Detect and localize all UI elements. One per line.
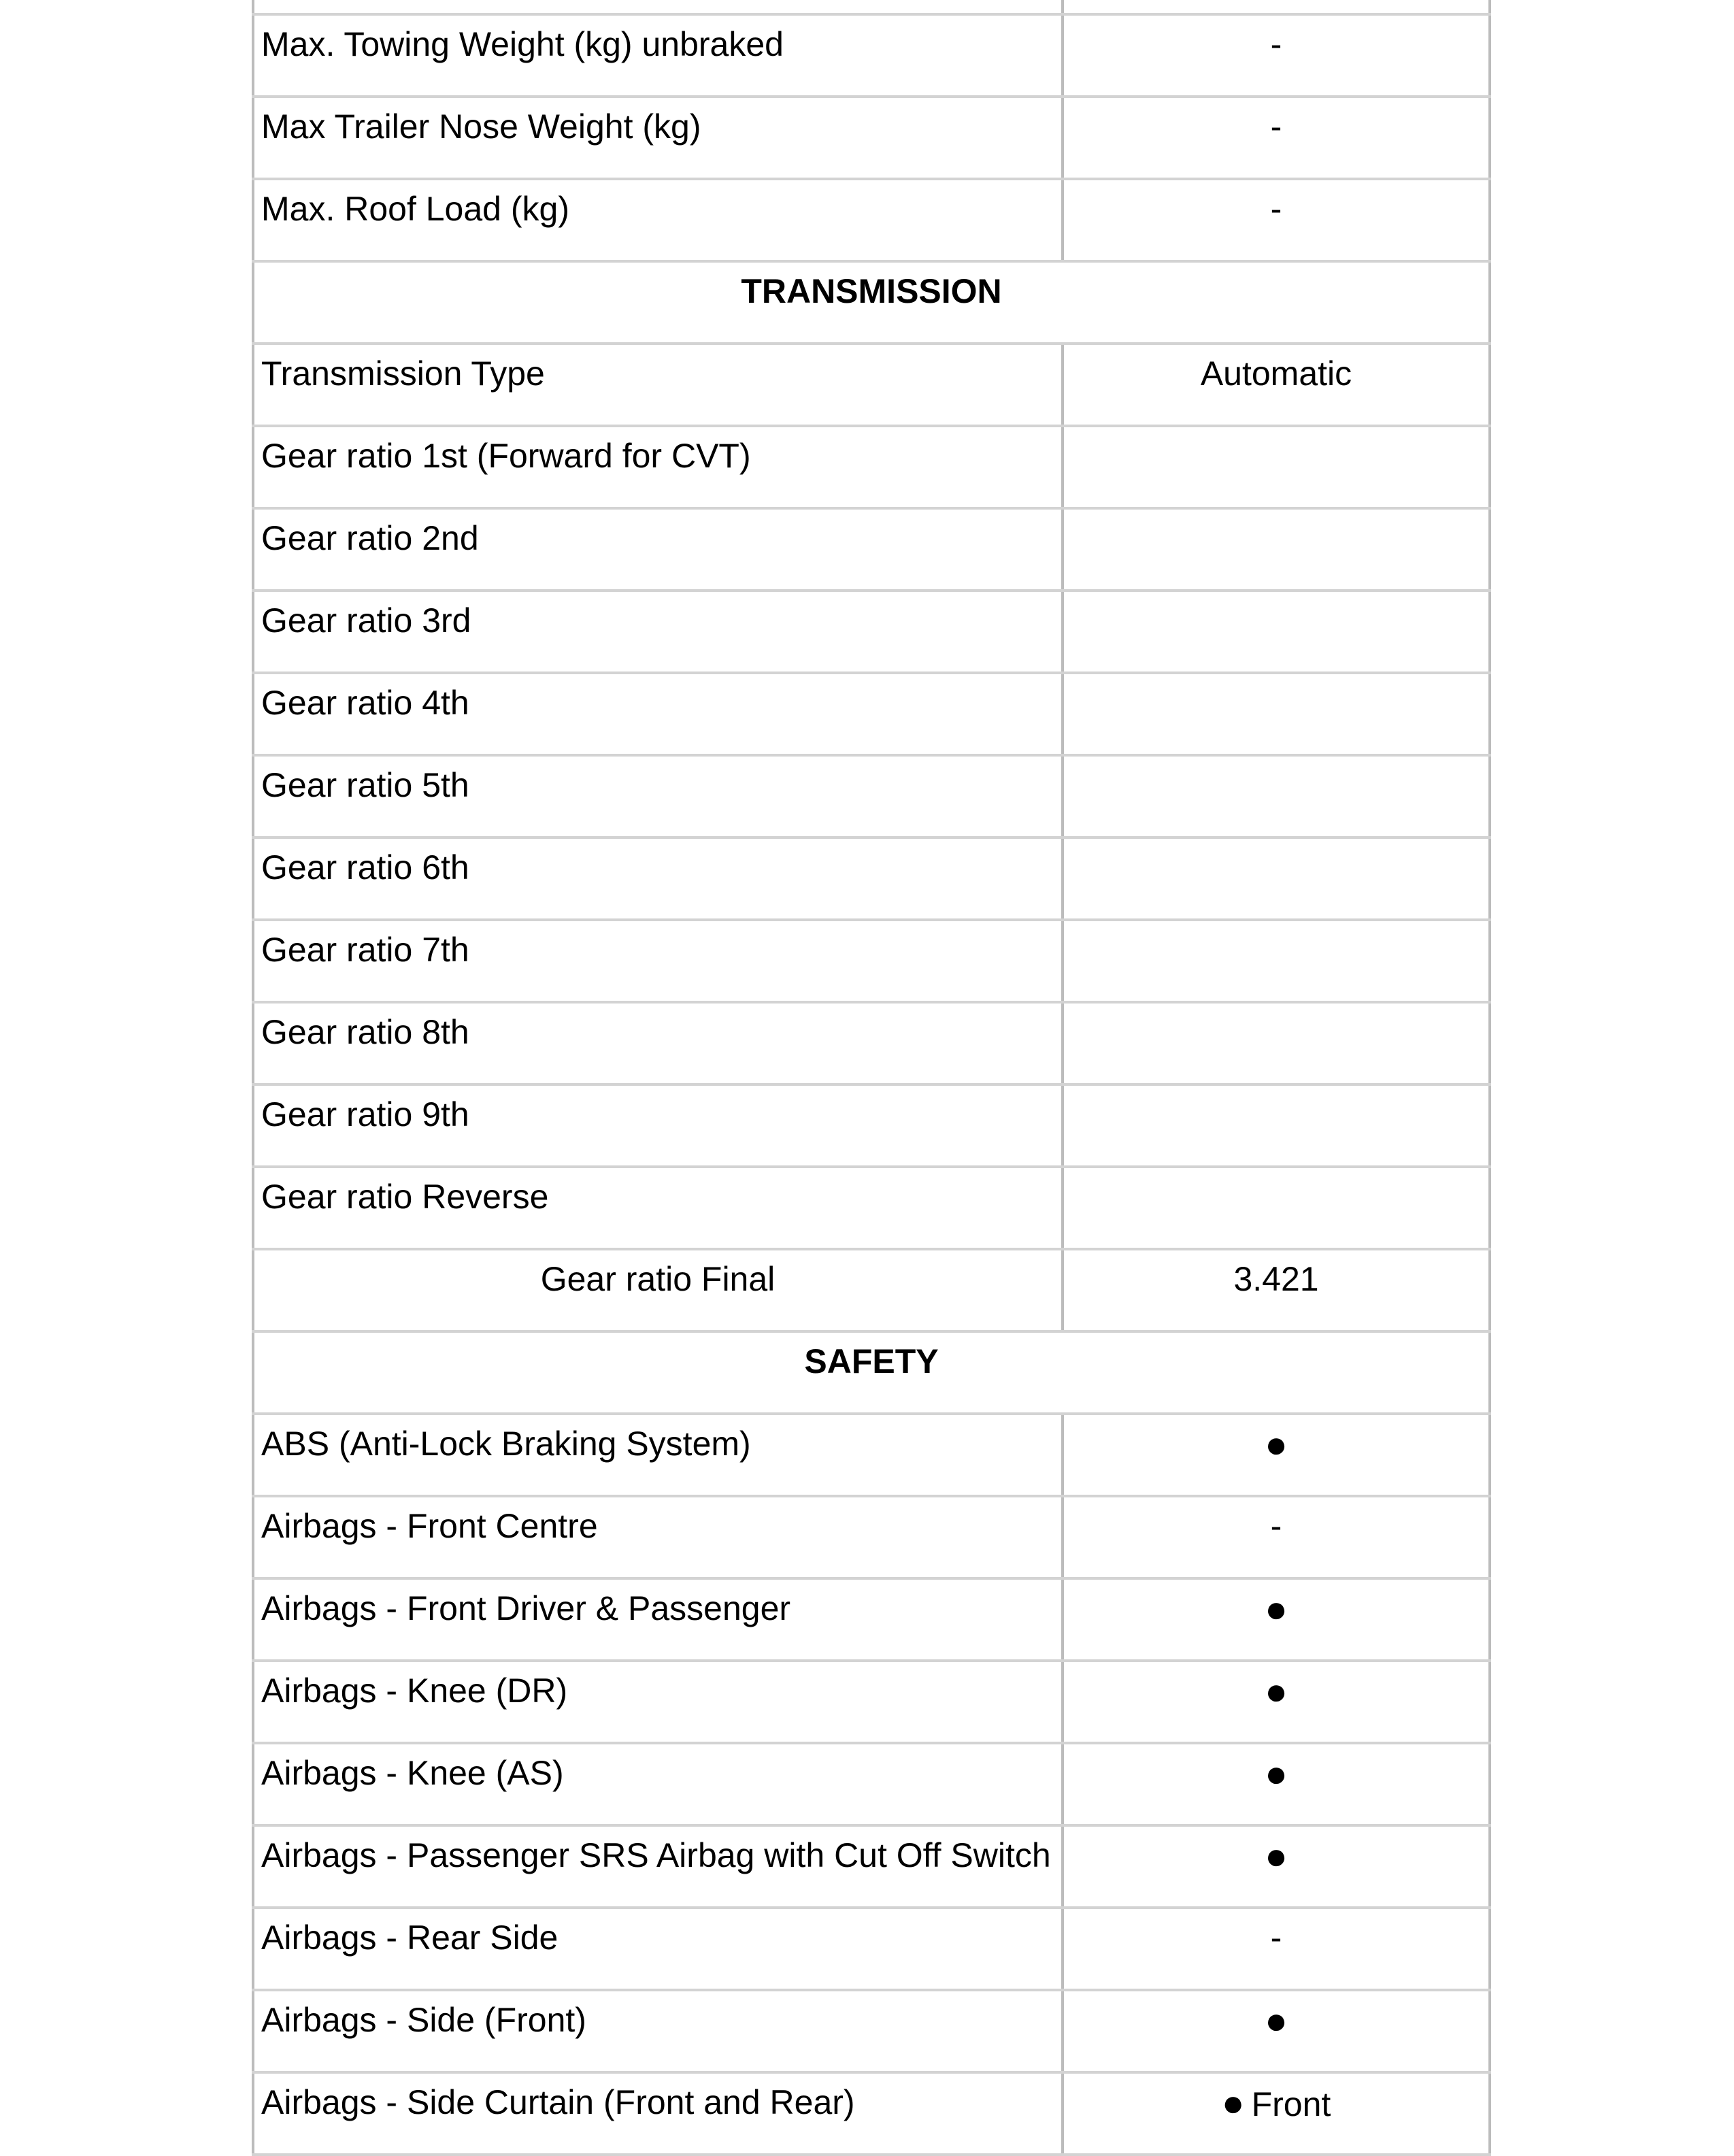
spec-label: Airbags - Front Driver & Passenger — [253, 1578, 1063, 1661]
table-row — [253, 97, 1490, 179]
spec-label: Gear ratio 4th — [253, 673, 1063, 755]
spec-value — [1063, 2072, 1490, 2155]
spec-value: - — [1063, 1496, 1490, 1578]
table-row — [253, 1414, 1490, 1496]
spec-label: Gear ratio 6th — [253, 837, 1063, 920]
table-row — [253, 920, 1490, 1002]
spec-value — [1063, 837, 1490, 920]
spec-value — [1063, 920, 1490, 1002]
spec-label: Gear ratio 7th — [253, 920, 1063, 1002]
table-row — [253, 2072, 1490, 2155]
spec-value: - — [1063, 14, 1490, 97]
table-row — [253, 1249, 1490, 1331]
filled-circle-icon: ● — [1265, 1587, 1288, 1630]
spec-value — [1063, 1167, 1490, 1249]
table-row — [253, 1167, 1490, 1249]
spec-label: Max Trailer Nose Weight (kg) — [253, 97, 1063, 179]
spec-value — [1063, 1002, 1490, 1084]
spec-label: Gear ratio Final — [253, 1249, 1063, 1331]
spec-label: Gear ratio 9th — [253, 1084, 1063, 1167]
spec-value: - — [1063, 97, 1490, 179]
filled-circle-icon: ● — [1265, 1423, 1288, 1465]
filled-circle-icon: ● — [1265, 1834, 1288, 1877]
spec-label: Gear ratio 2nd — [253, 508, 1063, 591]
spec-label: Gear ratio Reverse — [253, 1167, 1063, 1249]
spec-label: Airbags - Knee (DR) — [253, 1661, 1063, 1743]
table-row — [253, 14, 1490, 97]
table-row — [253, 179, 1490, 261]
spec-value — [1063, 426, 1490, 508]
filled-circle-icon: ● — [1265, 1999, 1288, 2042]
spec-label: Airbags - Side Curtain (Front and Rear) — [253, 2072, 1063, 2155]
spec-value — [1063, 1661, 1490, 1743]
spec-value — [1063, 1990, 1490, 2072]
table-row-spacer — [253, 0, 1490, 14]
table-row — [253, 1578, 1490, 1661]
spec-label: Airbags - Side (Front) — [253, 1990, 1063, 2072]
value-text: Front — [1251, 2085, 1331, 2123]
spec-label: Max. Roof Load (kg) — [253, 179, 1063, 261]
section-header: TRANSMISSION — [253, 261, 1490, 344]
table-row — [253, 426, 1490, 508]
spec-label: Airbags - Knee (AS) — [253, 1743, 1063, 1825]
table-row — [253, 1002, 1490, 1084]
spec-label: Gear ratio 1st (Forward for CVT) — [253, 426, 1063, 508]
spec-value: 3.421 — [1063, 1249, 1490, 1331]
spec-table-body — [253, 0, 1490, 2155]
section-header: SAFETY — [253, 1331, 1490, 1414]
spec-value — [1063, 1084, 1490, 1167]
spec-label: Airbags - Rear Side — [253, 1908, 1063, 1990]
table-row — [253, 837, 1490, 920]
filled-circle-icon: ● — [1265, 1752, 1288, 1795]
table-row — [253, 1908, 1490, 1990]
spec-value: - — [1063, 1908, 1490, 1990]
spec-label: Max. Towing Weight (kg) unbraked — [253, 14, 1063, 97]
table-row — [253, 1661, 1490, 1743]
spec-value — [1063, 755, 1490, 837]
table-section-row — [253, 1331, 1490, 1414]
spec-value — [1063, 673, 1490, 755]
table-section-row — [253, 261, 1490, 344]
spec-label: Gear ratio 3rd — [253, 591, 1063, 673]
spec-value — [1063, 1578, 1490, 1661]
spec-label: Transmission Type — [253, 344, 1063, 426]
spacer-label-cell — [253, 0, 1063, 14]
filled-circle-icon: ● — [1221, 2081, 1245, 2124]
table-row — [253, 508, 1490, 591]
table-row — [253, 673, 1490, 755]
table-row — [253, 1084, 1490, 1167]
table-row — [253, 591, 1490, 673]
spec-value — [1063, 1414, 1490, 1496]
spec-label: Airbags - Front Centre — [253, 1496, 1063, 1578]
table-row — [253, 1990, 1490, 2072]
spec-value — [1063, 508, 1490, 591]
spec-value — [1063, 591, 1490, 673]
spacer-value-cell — [1063, 0, 1490, 14]
spec-label: Airbags - Passenger SRS Airbag with Cut Off Switch — [253, 1825, 1063, 1908]
table-row — [253, 1825, 1490, 1908]
table-row — [253, 755, 1490, 837]
spec-label: Gear ratio 5th — [253, 755, 1063, 837]
spec-label: Gear ratio 8th — [253, 1002, 1063, 1084]
spec-label: ABS (Anti-Lock Braking System) — [253, 1414, 1063, 1496]
spec-value: Automatic — [1063, 344, 1490, 426]
spec-value — [1063, 1825, 1490, 1908]
table-row — [253, 344, 1490, 426]
table-row — [253, 1743, 1490, 1825]
spec-value — [1063, 1743, 1490, 1825]
spec-value: - — [1063, 179, 1490, 261]
table-row — [253, 1496, 1490, 1578]
filled-circle-icon: ● — [1265, 1670, 1288, 1712]
vehicle-spec-table — [252, 0, 1491, 2156]
